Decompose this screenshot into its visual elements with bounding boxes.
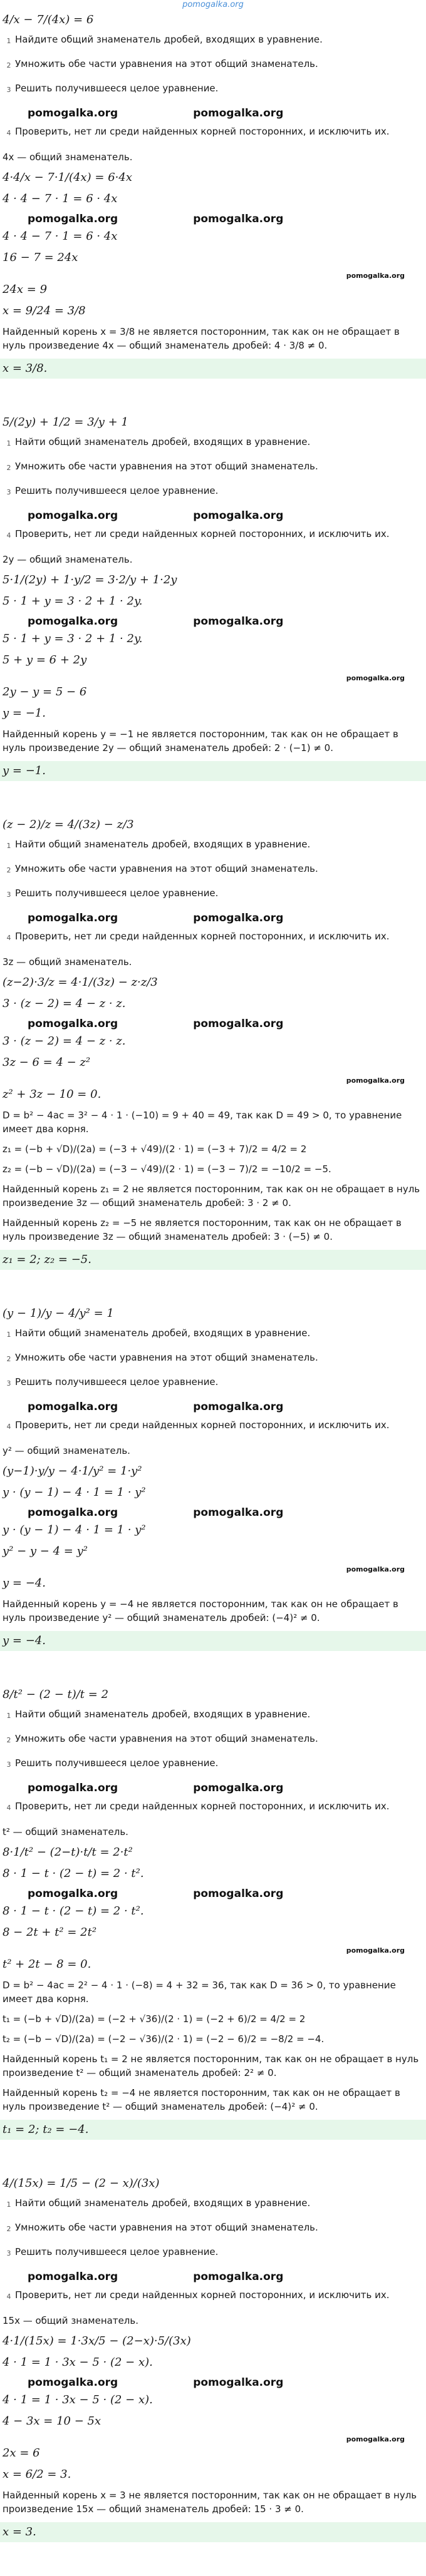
work-line: 3z − 6 = 4 − z² xyxy=(3,1056,91,1069)
work-line: y · (y − 1) − 4 · 1 = 1 · y² xyxy=(3,1523,146,1536)
work-line: 4 · 1 = 1 · 3x − 5 · (2 − x). xyxy=(3,2356,153,2369)
step-number: 3 xyxy=(6,1379,11,1388)
task-equation: 8/t² − (2 − t)/t = 2 xyxy=(3,1688,109,1701)
step-text: Умножить обе части уравнения на этот общий знаменатель. xyxy=(15,1733,318,1744)
work-line: D = b² − 4ac = 2² − 4 · 1 · (−8) = 4 + 32 = 36, так как D = 36 > 0, то уравнение имеет два корня. xyxy=(3,1980,396,2005)
root-check-text: Найденный корень y = −4 не является посторонним, так как он не обращает в нуль произведение y² — общий знаменатель дробей: (−4)² ≠ 0. xyxy=(3,1598,398,1623)
watermark-text: pomogalka.org xyxy=(28,213,118,225)
algorithm-step xyxy=(3,126,423,139)
work-line: D = b² − 4ac = 3² − 4 · 1 · (−10) = 9 + 40 = 49, так как D = 49 > 0, то уравнение имеет два корня. xyxy=(3,1110,402,1135)
solution-content xyxy=(0,13,426,2576)
root-check-text-2: Найденный корень z₂ = −5 не является посторонним, так как он не обращает в нуль произведение 3z — общий знаменатель дробей: 3 · (−5) ≠ 0. xyxy=(3,1217,402,1242)
common-denominator-note: 2y — общий знаменатель. xyxy=(3,554,133,565)
work-line: 3 · (z − 2) = 4 − z · z. xyxy=(3,1035,126,1048)
task-block xyxy=(3,415,423,815)
algorithm-step xyxy=(3,2222,423,2235)
answer-line: y = −4. xyxy=(0,1631,426,1651)
watermark-text: pomogalka.org xyxy=(28,615,118,628)
work-line: 4 − 3x = 10 − 5x xyxy=(3,2415,101,2428)
step-text: Найти общий знаменатель дробей, входящих в уравнение. xyxy=(15,436,311,447)
work-line: y = −1. xyxy=(3,707,46,720)
watermark-text: pomogalka.org xyxy=(28,1782,118,1794)
step-number: 1 xyxy=(6,2200,11,2209)
work-line: y² − y − 4 = y² xyxy=(3,1545,88,1558)
root-check-text: Найденный корень y = −1 не является посторонним, так как он не обращает в нуль произведение 2y — общий знаменатель дробей: 2 · (−1) ≠ 0. xyxy=(3,728,398,754)
watermark-text: pomogalka.org xyxy=(28,1018,118,1030)
algorithm-step xyxy=(3,1327,423,1341)
step-number: 4 xyxy=(6,1804,11,1812)
work-line: z₂ = (−b − √D)/(2a) = (−3 − √49)/(2 · 1) = (−3 − 7)/2 = −10/2 = −5. xyxy=(3,1163,331,1175)
algorithm-step xyxy=(3,34,423,47)
work-line: x = 6/2 = 3. xyxy=(3,2468,71,2481)
watermark-text: pomogalka.org xyxy=(193,1401,284,1413)
work-line: 4 · 1 = 1 · 3x − 5 · (2 − x). xyxy=(3,2393,153,2406)
root-check-text: Найденный корень x = 3/8 не является посторонним, так как он не обращает в нуль произведение 4x — общий знаменатель дробей: 4 · 3/8 ≠ 0. xyxy=(3,326,400,351)
work-line: 2y − y = 5 − 6 xyxy=(3,685,87,698)
site-logo[interactable]: pomogalka.org xyxy=(182,0,244,9)
watermark-row xyxy=(3,1401,423,1413)
task-block xyxy=(3,13,423,412)
watermark-row xyxy=(3,615,423,628)
algorithm-step xyxy=(3,887,423,901)
work-line: 4 · 4 − 7 · 1 = 6 · 4x xyxy=(3,230,118,243)
work-line: 8 · 1 − t · (2 − t) = 2 · t². xyxy=(3,1867,144,1880)
watermark-text: pomogalka.org xyxy=(28,2376,118,2389)
step-text: Решить получившееся целое уравнение. xyxy=(15,1376,219,1388)
work-line: (z−2)·3/z = 4·1/(3z) − z·z/3 xyxy=(3,976,158,989)
algorithm-step xyxy=(3,1376,423,1389)
task-equation: (z − 2)/z = 4/(3z) − z/3 xyxy=(3,818,134,831)
step-number: 4 xyxy=(6,1423,11,1431)
step-number: 1 xyxy=(6,439,11,447)
step-text: Проверить, нет ли среди найденных корней посторонних, и исключить их. xyxy=(15,931,390,942)
watermark-text: pomogalka.org xyxy=(28,912,118,924)
task-equation: 5/(2y) + 1/2 = 3/y + 1 xyxy=(3,416,128,429)
algorithm-step xyxy=(3,863,423,876)
task-equation: (y − 1)/y − 4/y² = 1 xyxy=(3,1307,114,1320)
algorithm-step xyxy=(3,1352,423,1365)
step-number: 1 xyxy=(6,1331,11,1339)
watermark-text: pomogalka.org xyxy=(346,1565,405,1573)
work-line: 8 · 1 − t · (2 − t) = 2 · t². xyxy=(3,1904,144,1918)
watermark-text: pomogalka.org xyxy=(193,912,284,924)
watermark-text: pomogalka.org xyxy=(346,1946,405,1955)
watermark-text: pomogalka.org xyxy=(28,107,118,120)
step-text: Решить получившееся целое уравнение. xyxy=(15,887,219,899)
step-text: Решить получившееся целое уравнение. xyxy=(15,485,219,496)
step-text: Умножить обе части уравнения на этот общий знаменатель. xyxy=(15,1352,318,1363)
step-text: Найти общий знаменатель дробей, входящих в уравнение. xyxy=(15,1327,311,1339)
work-line: y · (y − 1) − 4 · 1 = 1 · y² xyxy=(3,1486,146,1499)
watermark-text: pomogalka.org xyxy=(193,1506,284,1519)
algorithm-step xyxy=(3,485,423,498)
algorithm-step xyxy=(3,2246,423,2259)
step-number: 1 xyxy=(6,842,11,850)
watermark-row xyxy=(3,1782,423,1794)
answer-line: t₁ = 2; t₂ = −4. xyxy=(0,2120,426,2140)
common-denominator-note: 3z — общий знаменатель. xyxy=(3,956,132,968)
step-number: 4 xyxy=(6,934,11,942)
algorithm-step xyxy=(3,2197,423,2211)
step-text: Найти общий знаменатель дробей, входящих в уравнение. xyxy=(15,2197,311,2209)
step-text: Проверить, нет ли среди найденных корней посторонних, и исключить их. xyxy=(15,1801,390,1812)
algorithm-step xyxy=(3,839,423,852)
root-check-text: Найденный корень x = 3 не является посторонним, так как он не обращает в нуль произведение 15x — общий знаменатель дробей: 15 · 3 ≠ 0. xyxy=(3,2490,417,2515)
algorithm-step xyxy=(3,461,423,474)
work-line: x = 9/24 = 3/8 xyxy=(3,304,86,317)
algorithm-step xyxy=(3,1419,423,1433)
work-line: t₁ = (−b + √D)/(2a) = (−2 + √36)/(2 · 1) = (−2 + 6)/2 = 4/2 = 2 xyxy=(3,2013,306,2025)
task-block xyxy=(3,1687,423,2174)
watermark-text: pomogalka.org xyxy=(193,1782,284,1794)
watermark-text: pomogalka.org xyxy=(28,1888,118,1900)
step-number: 2 xyxy=(6,1355,11,1363)
step-text: Умножить обе части уравнения на этот общий знаменатель. xyxy=(15,58,318,69)
task-block xyxy=(3,817,423,1304)
work-line: 2x = 6 xyxy=(3,2446,40,2460)
step-text: Найти общий знаменатель дробей, входящих в уравнение. xyxy=(15,1709,311,1720)
work-line: 5 + y = 6 + 2y xyxy=(3,653,87,667)
answer-line: x = 3. xyxy=(0,2522,426,2542)
watermark-row xyxy=(3,1018,423,1030)
step-number: 3 xyxy=(6,2249,11,2257)
work-line: 3 · (z − 2) = 4 − z · z. xyxy=(3,997,126,1010)
step-number: 1 xyxy=(6,1712,11,1720)
step-text: Умножить обе части уравнения на этот общий знаменатель. xyxy=(15,2222,318,2233)
algorithm-step xyxy=(3,1733,423,1746)
watermark-text: pomogalka.org xyxy=(193,509,284,522)
algorithm-step xyxy=(3,2289,423,2303)
watermark-row xyxy=(3,1506,423,1519)
step-text: Проверить, нет ли среди найденных корней посторонних, и исключить их. xyxy=(15,1419,390,1431)
watermark-text: pomogalka.org xyxy=(193,1018,284,1030)
answer-line: z₁ = 2; z₂ = −5. xyxy=(0,1250,426,1270)
step-text: Найти общий знаменатель дробей, входящих в уравнение. xyxy=(15,839,311,850)
step-number: 2 xyxy=(6,1736,11,1744)
step-number: 3 xyxy=(6,1761,11,1769)
watermark-text: pomogalka.org xyxy=(28,2271,118,2283)
step-number: 3 xyxy=(6,86,11,94)
watermark-row xyxy=(3,1888,423,1900)
work-line: 4 · 4 − 7 · 1 = 6 · 4x xyxy=(3,192,118,205)
step-number: 2 xyxy=(6,866,11,874)
common-denominator-note: 4x — общий знаменатель. xyxy=(3,151,133,163)
work-line: t² + 2t − 8 = 0. xyxy=(3,1958,91,1971)
watermark-row xyxy=(3,213,423,225)
work-line: 8 − 2t + t² = 2t² xyxy=(3,1926,97,1939)
algorithm-step xyxy=(3,931,423,944)
work-line: 4·1/(15x) = 1·3x/5 − (2−x)·5/(3x) xyxy=(3,2334,191,2348)
step-text: Решить получившееся целое уравнение. xyxy=(15,2246,219,2257)
watermark-row xyxy=(3,2376,423,2389)
algorithm-step xyxy=(3,83,423,96)
work-line: t₂ = (−b − √D)/(2a) = (−2 − √36)/(2 · 1) = (−2 − 6)/2 = −8/2 = −4. xyxy=(3,2033,325,2045)
step-number: 3 xyxy=(6,488,11,496)
watermark-text: pomogalka.org xyxy=(28,1506,118,1519)
watermark-row xyxy=(3,2271,423,2283)
algorithm-step xyxy=(3,1801,423,1814)
step-text: Проверить, нет ли среди найденных корней посторонних, и исключить их. xyxy=(15,2289,390,2301)
watermark-text: pomogalka.org xyxy=(346,1076,405,1085)
watermark-row xyxy=(3,912,423,924)
work-line: 5 · 1 + y = 3 · 2 + 1 · 2y. xyxy=(3,632,143,645)
step-number: 2 xyxy=(6,2225,11,2233)
work-line: 5 · 1 + y = 3 · 2 + 1 · 2y. xyxy=(3,595,143,608)
work-line: 24x = 9 xyxy=(3,283,48,296)
watermark-text: pomogalka.org xyxy=(193,2376,284,2389)
work-line: 5·1/(2y) + 1·y/2 = 3·2/y + 1·2y xyxy=(3,573,177,586)
watermark-text: pomogalka.org xyxy=(346,272,405,280)
watermark-text: pomogalka.org xyxy=(28,1401,118,1413)
watermark-text: pomogalka.org xyxy=(346,2435,405,2443)
task-equation: 4/x − 7/(4x) = 6 xyxy=(3,13,94,26)
work-line: 16 − 7 = 24x xyxy=(3,251,78,264)
common-denominator-note: 15x — общий знаменатель. xyxy=(3,2315,139,2326)
work-line: z₁ = (−b + √D)/(2a) = (−3 + √49)/(2 · 1) = (−3 + 7)/2 = 4/2 = 2 xyxy=(3,1143,307,1155)
step-number: 4 xyxy=(6,2292,11,2301)
watermark-text: pomogalka.org xyxy=(193,213,284,225)
work-line: (y−1)·y/y − 4·1/y² = 1·y² xyxy=(3,1464,142,1478)
algorithm-step xyxy=(3,58,423,71)
task-block xyxy=(3,2176,423,2576)
work-line: z² + 3z − 10 = 0. xyxy=(3,1088,101,1101)
watermark-text: pomogalka.org xyxy=(193,615,284,628)
root-check-text: Найденный корень z₁ = 2 не является посторонним, так как он не обращает в нуль произведение 3z — общий знаменатель дробей: 3 · 2 ≠ 0. xyxy=(3,1183,420,1209)
step-text: Умножить обе части уравнения на этот общий знаменатель. xyxy=(15,461,318,472)
root-check-text: Найденный корень t₁ = 2 не является посторонним, так как он не обращает в нуль произведение t² — общий знаменатель дробей: 2² ≠ 0. xyxy=(3,2053,419,2078)
task-equation: 4/(15x) = 1/5 − (2 − x)/(3x) xyxy=(3,2177,160,2190)
common-denominator-note: y² — общий знаменатель. xyxy=(3,1445,130,1456)
algorithm-step xyxy=(3,528,423,541)
algorithm-step xyxy=(3,1757,423,1771)
answer-line: y = −1. xyxy=(0,761,426,781)
watermark-text: pomogalka.org xyxy=(28,509,118,522)
watermark-row xyxy=(3,107,423,120)
watermark-text: pomogalka.org xyxy=(193,2271,284,2283)
step-number: 2 xyxy=(6,464,11,472)
step-text: Решить получившееся целое уравнение. xyxy=(15,1757,219,1769)
task-block xyxy=(3,1306,423,1685)
step-number: 3 xyxy=(6,891,11,899)
watermark-text: pomogalka.org xyxy=(346,674,405,682)
answer-line: x = 3/8. xyxy=(0,359,426,379)
common-denominator-note: t² — общий знаменатель. xyxy=(3,1826,128,1837)
step-number: 4 xyxy=(6,129,11,137)
work-line: y = −4. xyxy=(3,1577,46,1590)
step-number: 1 xyxy=(6,37,11,45)
step-number: 2 xyxy=(6,61,11,69)
step-text: Умножить обе части уравнения на этот общий знаменатель. xyxy=(15,863,318,874)
watermark-text: pomogalka.org xyxy=(193,1888,284,1900)
watermark-text: pomogalka.org xyxy=(193,107,284,120)
algorithm-step xyxy=(3,436,423,449)
step-text: Решить получившееся целое уравнение. xyxy=(15,83,219,94)
work-line: 8·1/t² − (2−t)·t/t = 2·t² xyxy=(3,1846,133,1859)
step-text: Проверить, нет ли среди найденных корней посторонних, и исключить их. xyxy=(15,126,390,137)
watermark-row xyxy=(3,509,423,522)
root-check-text-2: Найденный корень t₂ = −4 не является посторонним, так как он не обращает в нуль произведение t² — общий знаменатель дробей: (−4)² ≠ 0. xyxy=(3,2087,400,2112)
step-number: 4 xyxy=(6,531,11,539)
algorithm-step xyxy=(3,1709,423,1722)
work-line: 4·4/x − 7·1/(4x) = 6·4x xyxy=(3,171,133,184)
step-text: Проверить, нет ли среди найденных корней посторонних, и исключить их. xyxy=(15,528,390,539)
step-text: Найдите общий знаменатель дробей, входящих в уравнение. xyxy=(15,34,323,45)
